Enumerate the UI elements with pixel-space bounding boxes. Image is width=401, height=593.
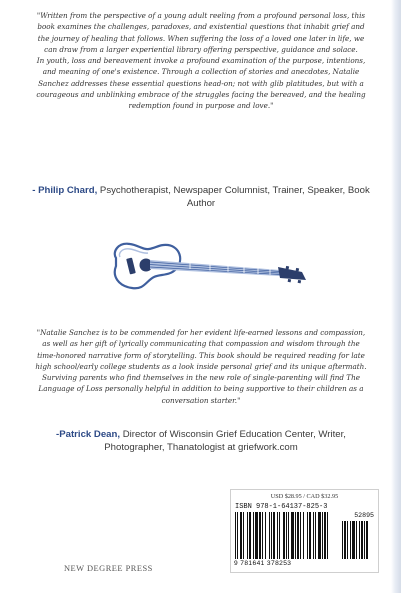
barcode-bar bbox=[297, 512, 299, 559]
barcode-bar bbox=[361, 521, 363, 559]
barcode-bar bbox=[347, 521, 348, 559]
review-quote-1 bbox=[32, 10, 370, 112]
isbn-text: ISBN 978-1-64137-825-3 bbox=[235, 503, 328, 511]
reviewer-credentials: Director of Wisconsin Grief Education Center, Writer, Photographer, Thanatologist at griefwork.com bbox=[104, 429, 346, 453]
barcode-bar bbox=[262, 512, 263, 559]
barcode-bar bbox=[249, 512, 251, 559]
barcode-bar bbox=[247, 512, 248, 559]
barcode-bar bbox=[366, 521, 368, 559]
barcode-bar bbox=[327, 512, 328, 559]
barcode-bar bbox=[359, 521, 360, 559]
barcode-bar bbox=[318, 512, 321, 559]
barcode-bar bbox=[265, 512, 266, 559]
reviewer-credentials: Psychotherapist, Newspaper Columnist, Trainer, Speaker, Book Author bbox=[97, 185, 370, 209]
barcode-bar bbox=[350, 521, 351, 559]
barcode-bar bbox=[364, 521, 365, 559]
review-2-attribution bbox=[30, 428, 372, 454]
barcode-bar bbox=[237, 512, 238, 559]
barcode-bar bbox=[322, 512, 323, 559]
barcode-bars bbox=[235, 512, 339, 559]
barcode-bar bbox=[240, 512, 242, 559]
attribution-dash: - bbox=[32, 185, 39, 196]
barcode-bar bbox=[352, 521, 355, 559]
barcode-bar bbox=[271, 512, 272, 559]
barcode-bar bbox=[291, 512, 294, 559]
barcode-bar bbox=[269, 512, 270, 559]
barcode-bar bbox=[253, 512, 254, 559]
review-2-text: "Natalie Sanchez is to be commended for her evident life-earned lessons and compassion, as well as her gift of lyrically communicating that compassion and wisdom through the time-honored narrative form of storytelling. This book should be required reading for late high school/early college students as a look inside personal grief and its unique aftermath. Surviving parents who find themselves in the new role of single-parenting will find The Language of Loss personally helpful in addition to being supportive to their children as a conversation starter." bbox=[35, 328, 367, 405]
barcode-bar bbox=[235, 512, 236, 559]
barcode-bar bbox=[309, 512, 311, 559]
barcode-bar bbox=[277, 512, 278, 559]
spine-edge bbox=[391, 0, 401, 593]
barcode-bar bbox=[283, 512, 285, 559]
barcode-bar bbox=[300, 512, 301, 559]
barcode-bar bbox=[259, 512, 261, 559]
reviewer-name: -Patrick Dean, bbox=[56, 429, 121, 440]
barcode-bar bbox=[255, 512, 258, 559]
barcode-bar bbox=[324, 512, 326, 559]
review-1-attribution bbox=[30, 184, 372, 210]
barcode-bar bbox=[342, 521, 343, 559]
barcode-bar bbox=[243, 512, 244, 559]
barcode-bar bbox=[279, 512, 280, 559]
barcode-bar bbox=[344, 521, 346, 559]
barcode-bar bbox=[286, 512, 287, 559]
review-quote-2 bbox=[32, 327, 370, 406]
barcode-bar bbox=[307, 512, 308, 559]
barcode-bar bbox=[288, 512, 289, 559]
barcode-label bbox=[230, 489, 379, 573]
barcode-digits: 9 781641 378253 bbox=[234, 560, 292, 567]
addon-code: 52895 bbox=[354, 512, 374, 519]
barcode-bar bbox=[356, 521, 357, 559]
barcode-bar bbox=[273, 512, 275, 559]
barcode-bar bbox=[313, 512, 314, 559]
barcode-bar bbox=[295, 512, 296, 559]
price-text: USD $28.95 / CAD $32.95 bbox=[270, 493, 339, 500]
review-1-paragraph-1: "Written from the perspective of a young adult reeling from a profound personal loss, this book examines the challenges, paradoxes, and existential questions that inhabit grief and the journey of healing that follows. When suffering the loss of a loved one later in life, we can draw from a larger experiential library offering perspective, guidance and solace. bbox=[36, 11, 366, 54]
barcode-bar bbox=[315, 512, 316, 559]
barcode-bar bbox=[303, 512, 304, 559]
ukulele-icon bbox=[110, 236, 310, 294]
publisher-name: NEW DEGREE PRESS bbox=[64, 564, 153, 573]
addon-barcode-bars bbox=[342, 521, 374, 559]
reviewer-name: Philip Chard, bbox=[38, 185, 98, 196]
review-1-paragraph-2: In youth, loss and bereavement invoke a profound examination of the purpose, intentions, and meaning of one's existence. Through a collection of stories and anecdotes, Natalie Sanchez addresses these essential questions head-on; not with glib platitudes, but with a courageous and unblinking embrace of the struggles facing the bereaved, and the healing redemption found in purpose and love." bbox=[36, 56, 366, 111]
